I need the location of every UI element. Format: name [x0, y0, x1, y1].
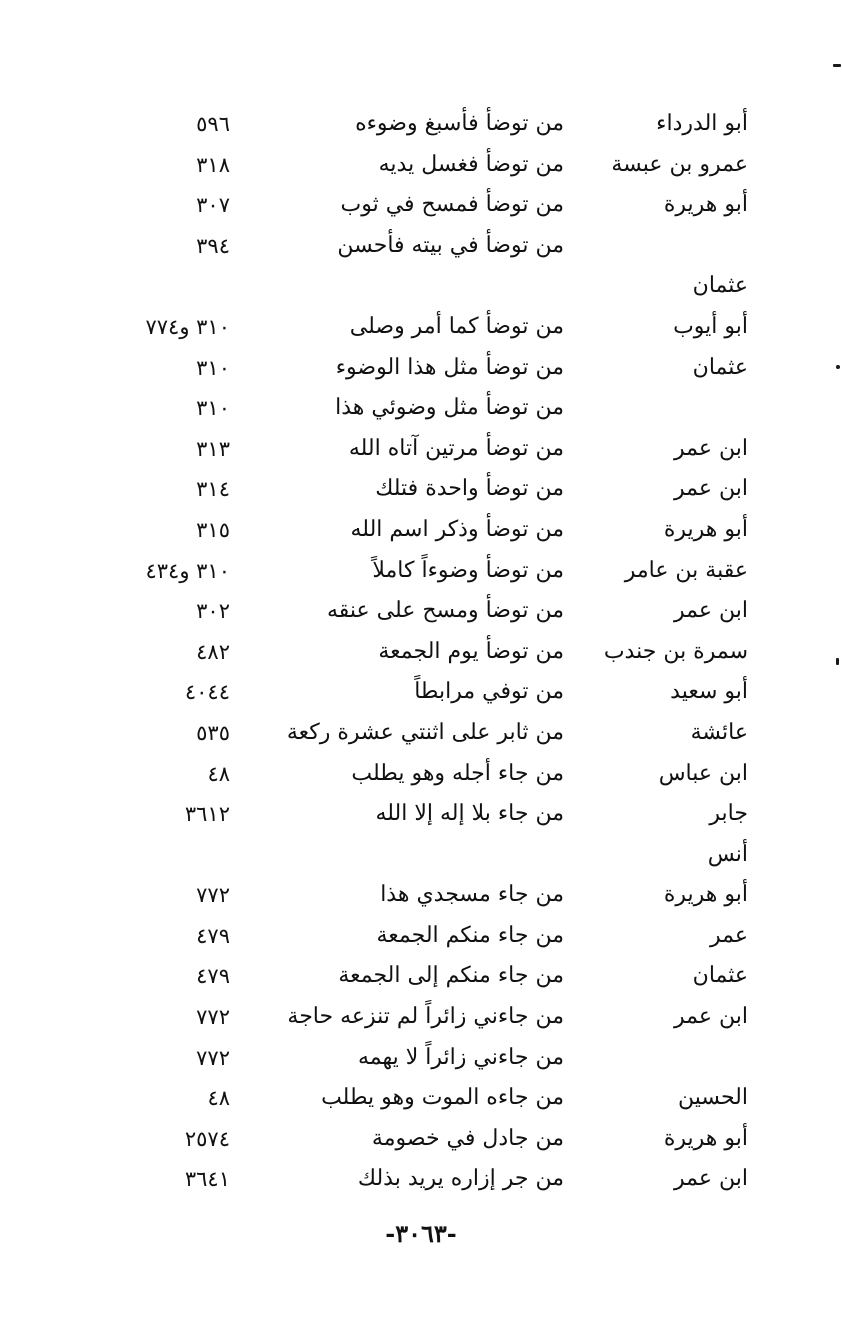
index-row: [80, 997, 760, 1038]
narrator-name: الحسين: [677, 1085, 748, 1111]
page-number: -٣٠٦٣-: [385, 1219, 457, 1248]
index-row: [80, 551, 760, 592]
page-reference: ٣١٨: [196, 152, 230, 177]
index-row: [80, 185, 760, 226]
page-reference: ٣١٠ و٤٣٤: [145, 558, 230, 583]
index-row: [80, 672, 760, 713]
hadith-opening: من جاء أجله وهو يطلب: [351, 760, 564, 786]
page-reference: ٤٠٤٤: [184, 680, 230, 705]
page-reference: ٣١٠: [196, 396, 230, 421]
narrator-name: أبو هريرة: [663, 1125, 748, 1151]
hadith-opening: من ثابر على اثنتي عشرة ركعة: [286, 719, 564, 745]
scan-mark: [833, 64, 841, 67]
hadith-opening: من توضأ وذكر اسم الله: [350, 516, 564, 542]
index-row: [80, 307, 760, 348]
hadith-opening: من توضأ يوم الجمعة: [378, 638, 564, 664]
page-reference: ٧٧٢: [196, 1005, 230, 1030]
hadith-opening: من توضأ فمسح في ثوب: [340, 192, 564, 218]
index-row: [80, 348, 760, 389]
hadith-opening: من توضأ مثل هذا الوضوء: [335, 354, 564, 380]
hadith-opening: من توضأ فغسل يديه: [378, 151, 564, 177]
index-row: [80, 1159, 760, 1200]
narrator-name: ابن عمر: [674, 476, 748, 502]
page-reference: ٤٧٩: [196, 923, 230, 948]
narrator-name: عثمان: [692, 963, 748, 989]
page-reference: ٥٣٥: [196, 720, 230, 745]
scan-mark: [836, 658, 839, 665]
index-row: [80, 835, 760, 876]
index-row: [80, 1038, 760, 1079]
index-row: [80, 469, 760, 510]
narrator-name: ابن عمر: [674, 1004, 748, 1030]
page-reference: ٤٨: [207, 761, 230, 786]
narrator-name: جابر: [709, 801, 748, 827]
index-row: [80, 591, 760, 632]
hadith-opening: من جاء مسجدي هذا: [380, 882, 564, 908]
index-row: [80, 510, 760, 551]
scan-mark: [836, 365, 840, 369]
index-row: [80, 1078, 760, 1119]
narrator-name: أبو سعيد: [670, 679, 748, 705]
hadith-opening: من جاءني زائراً لا يهمه: [357, 1044, 564, 1070]
narrator-name: سمرة بن جندب: [603, 638, 748, 664]
narrator-name: ابن عمر: [674, 435, 748, 461]
page-reference: ٣٦١٢: [184, 802, 230, 827]
narrator-name: أنس: [707, 841, 748, 867]
page-reference: ٧٧٢: [196, 1045, 230, 1070]
hadith-opening: من جاءه الموت وهو يطلب: [321, 1085, 564, 1111]
narrator-name: عائشة: [690, 719, 748, 745]
hadith-opening: من جاء بلا إله إلا الله: [375, 801, 564, 827]
index-row: [80, 226, 760, 267]
index-row: [80, 429, 760, 470]
page-reference: ٤٧٩: [196, 964, 230, 989]
page-reference: ٣٠٢: [196, 599, 230, 624]
hadith-opening: من توضأ فأسبغ وضوءه: [355, 111, 564, 136]
hadith-opening: من توضأ ومسح على عنقه: [326, 598, 564, 624]
page-reference: ٤٨: [207, 1086, 230, 1111]
index-row: [80, 875, 760, 916]
page-reference: ٣٠٧: [196, 193, 230, 218]
index-row: [80, 1119, 760, 1160]
hadith-opening: من جاء منكم إلى الجمعة: [338, 963, 564, 989]
index-row: [80, 794, 760, 835]
index-row: [80, 104, 760, 145]
narrator-name: أبو هريرة: [663, 882, 748, 908]
narrator-name: عقبة بن عامر: [624, 557, 748, 583]
index-row: [80, 632, 760, 673]
hadith-index-list: [80, 104, 760, 1200]
index-row: [80, 145, 760, 186]
hadith-opening: من توضأ مثل وضوئي هذا: [335, 395, 564, 421]
page-reference: ٣٩٤: [196, 233, 230, 258]
hadith-opening: من جاءني زائراً لم تنزعه حاجة: [287, 1004, 564, 1030]
hadith-opening: من توفي مرابطاً: [414, 679, 564, 705]
page-reference: ٣١٥: [196, 517, 230, 542]
narrator-name: عمر: [710, 922, 748, 948]
index-row: [80, 713, 760, 754]
page-reference: ٥٩٦: [196, 112, 230, 136]
hadith-opening: من جادل في خصومة: [371, 1125, 564, 1151]
narrator-name: ابن عمر: [674, 1166, 748, 1192]
hadith-opening: من جر إزاره يريد بذلك: [357, 1166, 564, 1192]
page-reference: ٣١٠: [196, 355, 230, 380]
index-row: [80, 266, 760, 307]
narrator-name: ابن عمر: [674, 598, 748, 624]
narrator-name: أبو هريرة: [663, 516, 748, 542]
page-reference: ٣١٤: [196, 477, 230, 502]
hadith-opening: من توضأ مرتين آتاه الله: [348, 435, 564, 461]
narrator-name: أبو الدرداء: [656, 111, 748, 136]
page-reference: ٤٨٢: [196, 639, 230, 664]
hadith-opening: من توضأ في بيته فأحسن: [337, 232, 564, 258]
page-reference: ٣١٣: [196, 436, 230, 461]
index-row: [80, 754, 760, 795]
page-reference: ٢٥٧٤: [184, 1126, 230, 1151]
hadith-opening: من توضأ كما أمر وصلى: [349, 313, 564, 339]
narrator-name: عمرو بن عبسة: [611, 151, 748, 177]
index-row: [80, 956, 760, 997]
page-reference: ٣٦٤١: [184, 1167, 230, 1192]
hadith-opening: من جاء منكم الجمعة: [376, 922, 564, 948]
narrator-name: عثمان: [692, 354, 748, 380]
hadith-opening: من توضأ وضوءاً كاملاً: [372, 557, 564, 583]
page-reference: ٧٧٢: [196, 883, 230, 908]
narrator-name: عثمان: [692, 273, 748, 299]
index-row: [80, 916, 760, 957]
narrator-name: أبو أيوب: [673, 313, 748, 339]
narrator-name: ابن عباس: [658, 760, 748, 786]
hadith-opening: من توضأ واحدة فتلك: [375, 476, 564, 502]
index-row: [80, 388, 760, 429]
page-reference: ٣١٠ و٧٧٤: [145, 314, 230, 339]
narrator-name: أبو هريرة: [663, 192, 748, 218]
